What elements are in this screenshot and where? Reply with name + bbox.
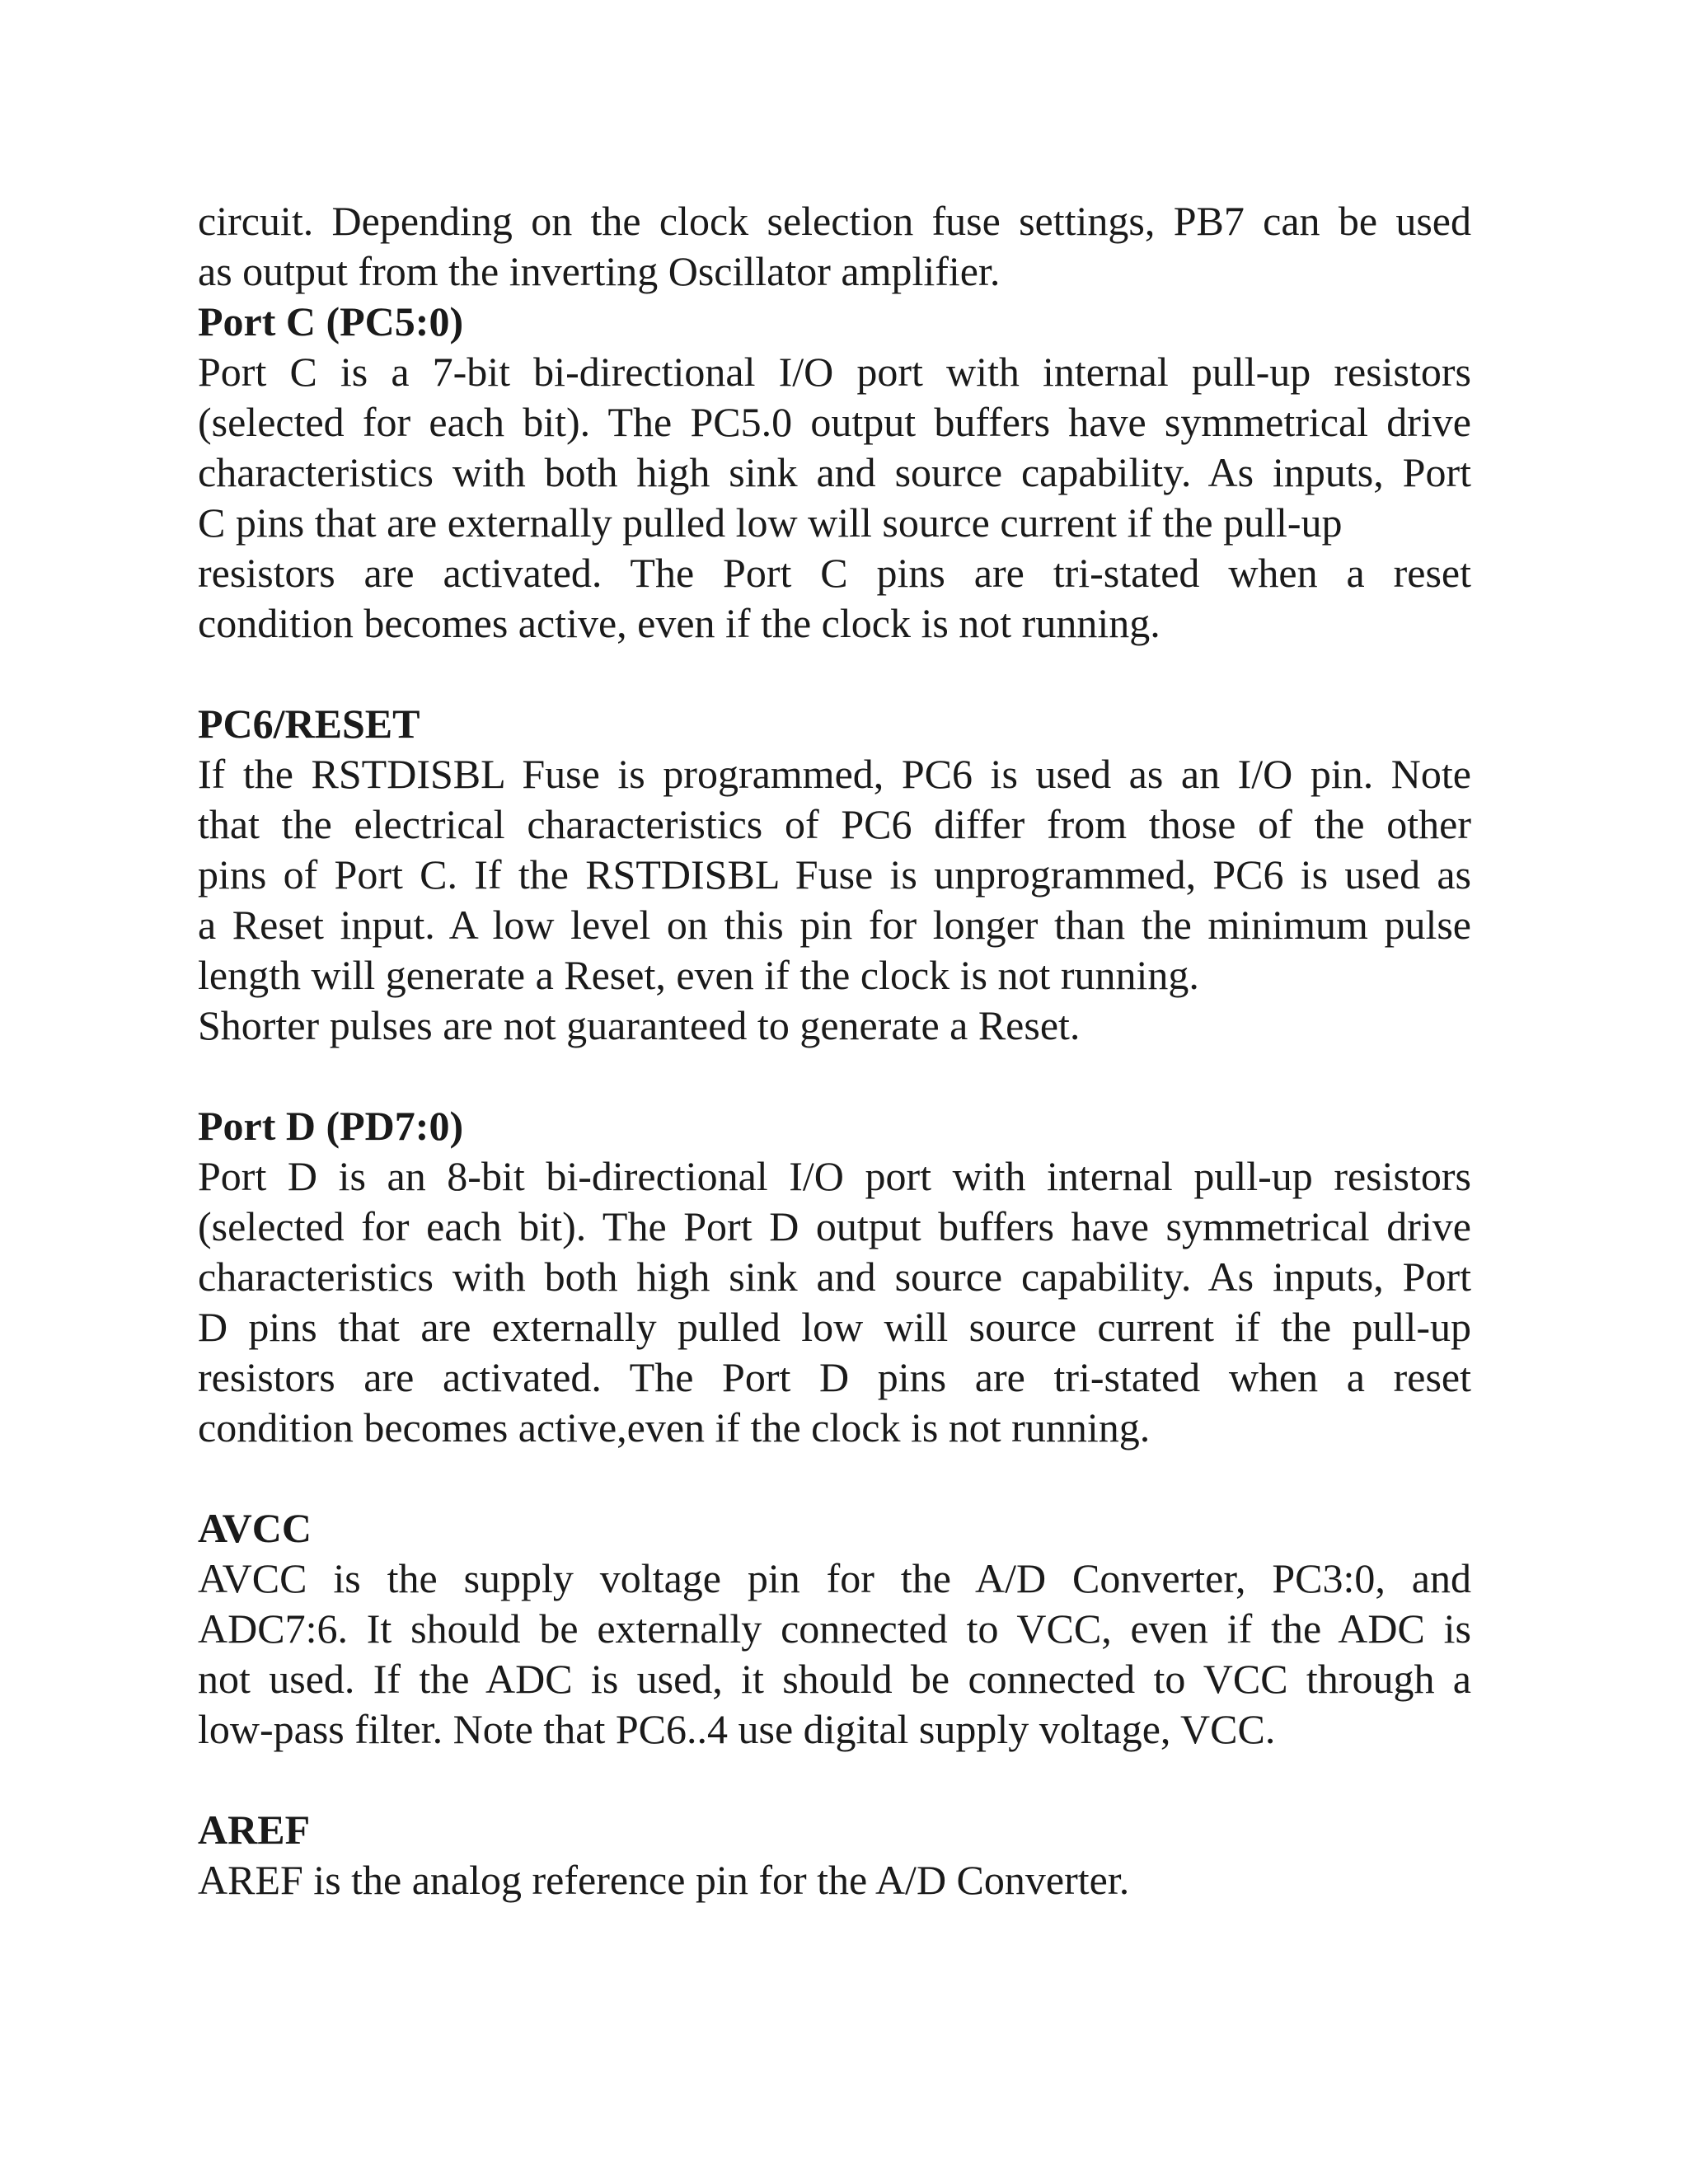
text-line: length will generate a Reset, even if the clock is not running. [198,952,1199,998]
text-line: circuit. Depending on the clock selection fuse settings, PB7 can be used [198,198,1471,244]
paragraph-gap [198,649,1471,699]
section-heading-port-c: Port C (PC5:0) [198,298,464,344]
section-heading-port-d: Port D (PD7:0) [198,1103,464,1149]
text-line: (selected for each bit). The PC5.0 output buffers have symmetrical drive [198,399,1471,445]
text-line: Shorter pulses are not guaranteed to generate a Reset. [198,1002,1081,1048]
text-line: resistors are activated. The Port C pins are tri-stated when a reset [198,550,1471,596]
paragraph-gap [198,1453,1471,1503]
text-line: condition becomes active,even if the clock is not running. [198,1404,1151,1451]
section-heading-aref: AREF [198,1807,311,1853]
text-line: AREF is the analog reference pin for the A/D Converter. [198,1857,1130,1903]
paragraph-gap [198,1755,1471,1805]
intro-paragraph [198,196,1471,297]
text-line: (selected for each bit). The Port D output buffers have symmetrical drive [198,1203,1471,1249]
text-line: Port D is an 8-bit bi-directional I/O port with internal pull-up resistors [198,1153,1471,1199]
section-heading-pc6-reset: PC6/RESET [198,701,420,747]
section-paragraph-avcc [198,1554,1471,1755]
section-paragraph-pc6-reset [198,749,1471,1051]
text-line: If the RSTDISBL Fuse is programmed, PC6 is used as an I/O pin. Note [198,751,1471,797]
section-heading-avcc: AVCC [198,1505,312,1551]
text-line: condition becomes active, even if the clock is not running. [198,600,1160,646]
section-paragraph-port-d [198,1151,1471,1453]
section-paragraph-port-c [198,347,1471,649]
text-line: as output from the inverting Oscillator amplifier. [198,248,1001,294]
text-line: low-pass filter. Note that PC6..4 use digital supply voltage, VCC. [198,1706,1276,1752]
document-body [198,196,1471,1905]
text-line: resistors are activated. The Port D pins are tri-stated when a reset [198,1354,1471,1400]
paragraph-gap [198,1051,1471,1101]
text-line: that the electrical characteristics of PC6 differ from those of the other [198,801,1471,847]
text-line: a Reset input. A low level on this pin for longer than the minimum pulse [198,902,1471,948]
text-line: D pins that are externally pulled low will source current if the pull-up [198,1304,1471,1350]
text-line: ADC7:6. It should be externally connected to VCC, even if the ADC is [198,1605,1471,1652]
text-line: C pins that are externally pulled low will source current if the pull-up [198,499,1343,546]
text-line: characteristics with both high sink and source capability. As inputs, Port [198,449,1471,495]
text-line: pins of Port C. If the RSTDISBL Fuse is unprogrammed, PC6 is used as [198,851,1471,898]
section-paragraph-aref [198,1855,1471,1905]
text-line: not used. If the ADC is used, it should be connected to VCC through a [198,1656,1471,1702]
text-line: AVCC is the supply voltage pin for the A/D Converter, PC3:0, and [198,1555,1471,1601]
text-line: Port C is a 7-bit bi-directional I/O port with internal pull-up resistors [198,349,1471,395]
text-line: characteristics with both high sink and source capability. As inputs, Port [198,1254,1471,1300]
